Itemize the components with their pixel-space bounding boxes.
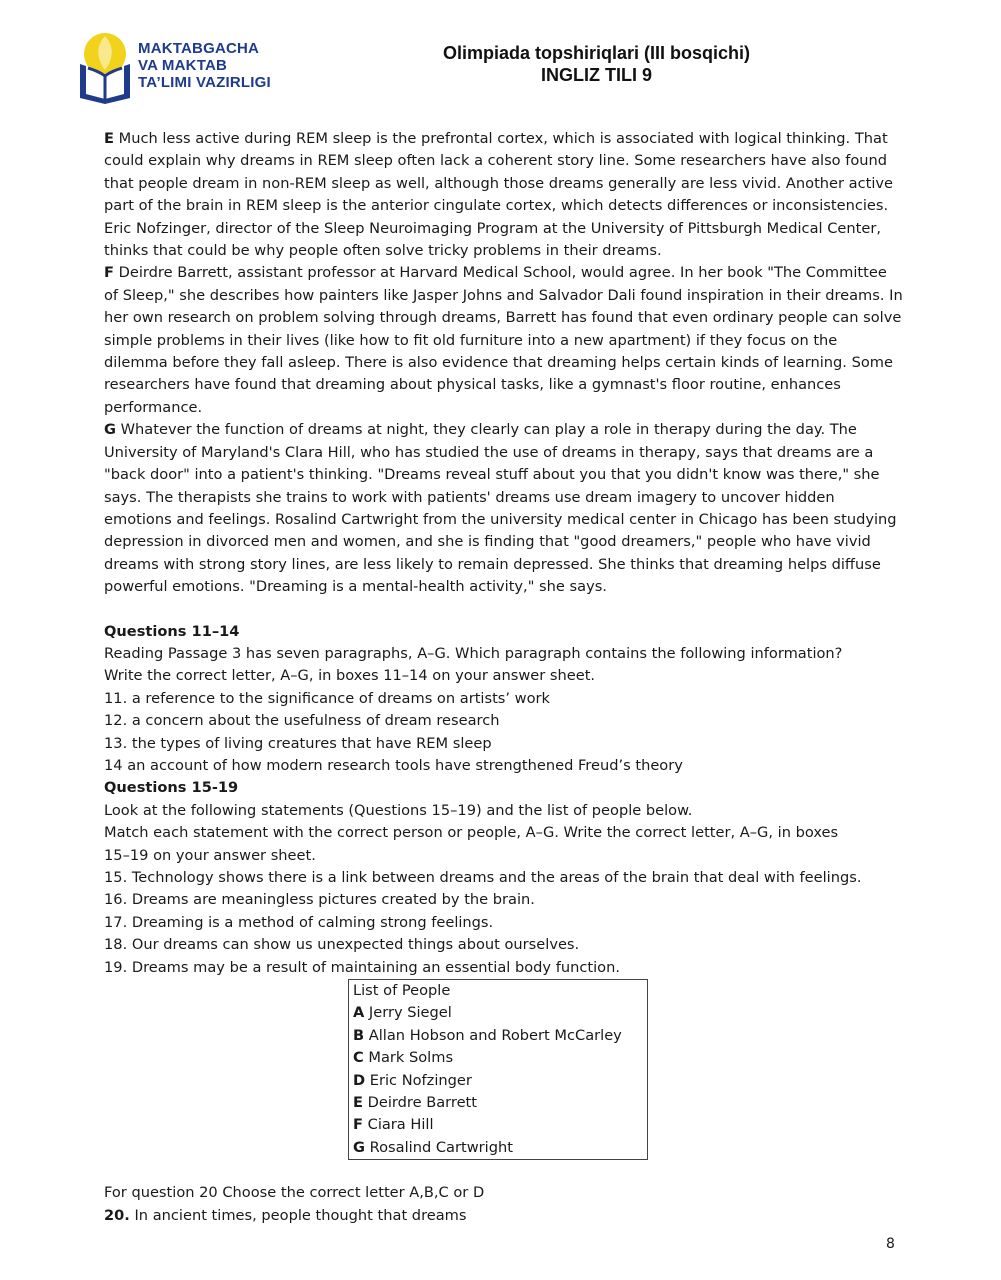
questions-11-14-instruction-2: Write the correct letter, A–G, in boxes 11–14 on your answer sheet.	[104, 667, 596, 685]
question-item: 15. Technology shows there is a link between dreams and the areas of the brain that deal with feelings.	[104, 869, 862, 886]
question-item: 19. Dreams may be a result of maintaining an essential body function.	[104, 958, 620, 976]
person-item	[353, 1114, 647, 1136]
person-name: Jerry Siegel	[364, 1004, 452, 1022]
person-name: Deirdre Barrett	[362, 1094, 477, 1112]
title-line-1: Olimpiada topshiriqlari (III bosqichi)	[442, 43, 751, 63]
spacer	[104, 1160, 904, 1182]
person-item	[353, 1025, 647, 1047]
question-20-number: 20.	[104, 1206, 130, 1224]
person-item	[353, 1092, 647, 1114]
paragraph-letter: G	[104, 421, 116, 439]
paragraph-letter: F	[104, 264, 114, 282]
person-name: Eric Nofzinger	[365, 1071, 472, 1089]
questions-11-14-heading: Questions 11–14	[104, 622, 240, 640]
person-item	[353, 1070, 647, 1092]
paragraph-e	[104, 128, 904, 262]
logo-wordmark	[138, 40, 271, 91]
page-content	[104, 128, 904, 1227]
logo-line-1: MAKTABGACHA	[138, 40, 260, 57]
paragraph-text: Whatever the function of dreams at night, they clearly can play a role in therapy during the day. The University of Maryland's Clara Hill, who has studied the use of dreams in therapy, says that dreams are a "back door" into a patient's thinking. "Dreams reveal stuff about you that you didn't know was there," she says. The therapists she trains to work with patients' dreams use dream imagery to uncover hidden emotions and feelings. Rosalind Cartwright from the university medical center in Chicago has been studying depression in divorced men and women, and she is finding that "good dreamers," people who have vivid dreams with strong story lines, are less likely to remain depressed. She thinks that dreaming helps diffuse powerful emotions. "Dreaming is a mental-health activity," she says.	[104, 421, 897, 596]
person-letter: C	[353, 1049, 364, 1067]
question-item: 11. a reference to the significance of dreams on artists’ work	[104, 689, 550, 707]
document-title	[374, 42, 819, 86]
spacer	[104, 599, 904, 621]
question-20-text: In ancient times, people thought that dreams	[129, 1206, 467, 1224]
question-item: 13. the types of living creatures that have REM sleep	[104, 734, 492, 752]
person-name: Allan Hobson and Robert McCarley	[364, 1026, 622, 1044]
person-name: Mark Solms	[363, 1049, 454, 1067]
question-20-instruction: For question 20 Choose the correct letter A,B,C or D	[104, 1184, 485, 1202]
question-item: 16. Dreams are meaningless pictures created by the brain.	[104, 891, 535, 909]
title-line-2: INGLIZ TILI 9	[541, 65, 652, 85]
person-item	[353, 1137, 647, 1159]
paragraph-text: Much less active during REM sleep is the prefrontal cortex, which is associated with logical thinking. That could explain why dreams in REM sleep often lack a coherent story line. Some researchers have also found that people dream in non-REM sleep as well, although those dreams generally are less vivid. Another active part of the brain in REM sleep is the anterior cingulate cortex, which detects differences or inconsistencies. Eric Nofzinger, director of the Sleep Neuroimaging Program at the University of Pittsburgh Medical Center, thinks that could be why people often solve tricky problems in their dreams.	[104, 130, 894, 260]
paragraph-letter: E	[104, 130, 114, 147]
paragraph-text: Deirdre Barrett, assistant professor at Harvard Medical School, would agree. In her book "The Committee of Sleep," she describes how painters like Jasper Johns and Salvador Dali found inspiration in their dreams. In her own research on problem solving through dreams, Barrett has found that even ordinary people can solve simple problems in their lives (like how to fit old furniture into a new apartment) if they focus on the dilemma before they fall asleep. There is also evidence that dreaming helps certain kinds of learning. Some researchers have found that dreaming about physical tasks, like a gymnast's floor routine, enhances performance.	[104, 264, 903, 416]
page-number: 8	[886, 1236, 895, 1252]
person-letter: A	[353, 1004, 365, 1022]
questions-15-19-instruction-3: 15–19 on your answer sheet.	[104, 846, 316, 864]
questions-11-14-instruction-1: Reading Passage 3 has seven paragraphs, A–G. Which paragraph contains the following information?	[104, 644, 843, 662]
questions-15-19-heading: Questions 15-19	[104, 779, 239, 797]
list-of-people-box	[348, 979, 648, 1160]
questions-15-19-instruction-2: Match each statement with the correct person or people, A–G. Write the correct letter, A–G, in boxes	[104, 824, 839, 842]
list-of-people-title: List of People	[353, 982, 451, 1000]
logo-line-3: TA’LIMI VAZIRLIGI	[138, 74, 271, 91]
person-letter: E	[353, 1094, 363, 1112]
paragraph-f	[104, 262, 904, 419]
page-header	[74, 28, 934, 108]
questions-15-19-instruction-1: Look at the following statements (Questions 15–19) and the list of people below.	[104, 801, 693, 819]
question-20	[104, 1205, 904, 1227]
ministry-logo	[74, 28, 314, 108]
question-item: 14 an account of how modern research tools have strengthened Freud’s theory	[104, 756, 683, 774]
person-letter: F	[353, 1116, 363, 1134]
person-letter: B	[353, 1026, 365, 1044]
person-name: Rosalind Cartwright	[364, 1138, 513, 1156]
paragraph-g	[104, 419, 904, 598]
logo-emblem-icon	[74, 28, 136, 106]
person-letter: G	[353, 1138, 365, 1156]
logo-line-2: VA MAKTAB	[138, 57, 228, 74]
person-letter: D	[353, 1071, 366, 1089]
question-item: 17. Dreaming is a method of calming strong feelings.	[104, 913, 494, 931]
person-item	[353, 1047, 647, 1069]
question-item: 18. Our dreams can show us unexpected things about ourselves.	[104, 936, 580, 954]
person-item	[353, 1002, 647, 1024]
question-item: 12. a concern about the usefulness of dream research	[104, 712, 500, 730]
person-name: Ciara Hill	[362, 1116, 434, 1134]
